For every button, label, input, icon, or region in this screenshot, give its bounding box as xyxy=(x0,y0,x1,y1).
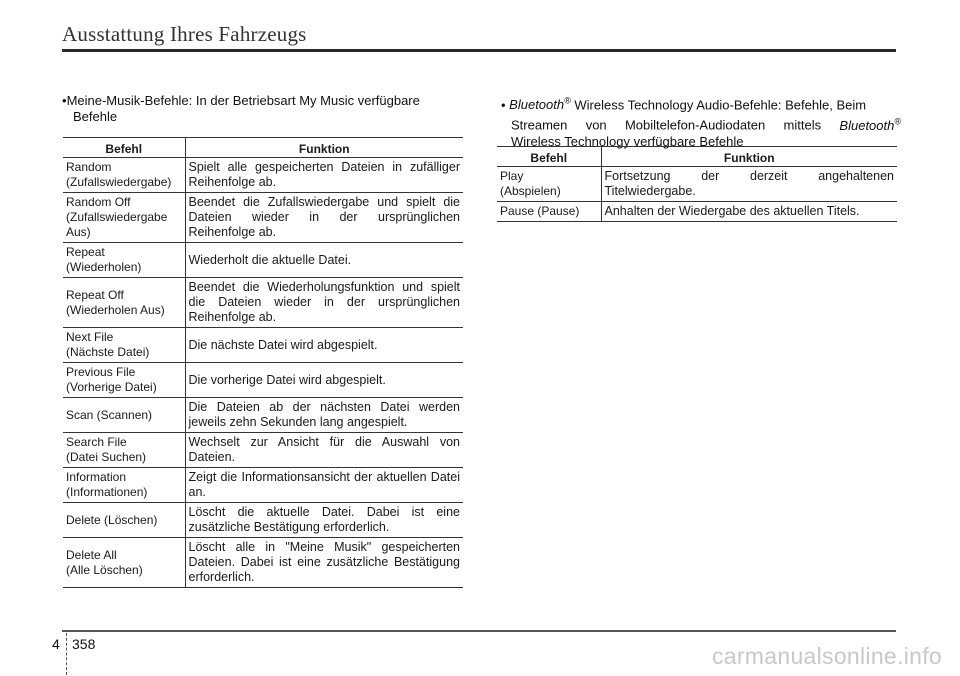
table-header-row xyxy=(497,147,897,167)
table-row xyxy=(63,363,463,398)
function-description: Löscht die aktuelle Datei. Dabei ist eine zusätzliche Bestätigung erforderlich. xyxy=(185,503,463,538)
command-translation: (Alle Löschen) xyxy=(66,562,143,577)
command-translation: (Zufallswiedergabe Aus) xyxy=(66,210,168,239)
function-description: Beendet die Zufallswiedergabe und spielt die Dateien wieder in der ursprünglichen Reihenfolge ab. xyxy=(185,193,463,243)
table-row xyxy=(63,278,463,328)
function-description: Zeigt die Informationsansicht der aktuellen Datei an. xyxy=(185,468,463,503)
right-intro-line1: • Bluetooth® Wireless Technology Audio-Befehle: Befehle, Beim xyxy=(501,96,867,113)
command-cell xyxy=(63,328,185,363)
right-intro-line1-rest: Wireless Technology Audio-Befehle: Befehle, Beim xyxy=(570,97,867,113)
command-translation: (Vorherige Datei) xyxy=(66,380,157,394)
command-cell xyxy=(63,433,185,468)
function-description: Fortsetzung der derzeit angehaltenen Titelwiedergabe. xyxy=(601,167,897,202)
command-cell xyxy=(63,503,185,538)
column-header-command: Befehl xyxy=(63,138,185,158)
command-cell xyxy=(63,398,185,433)
watermark: carmanualsonline.info xyxy=(711,643,942,669)
command-name: Scan (Scannen) xyxy=(66,407,153,422)
table-row xyxy=(497,167,897,202)
function-description: Löscht alle in "Meine Musik" gespeicherten Dateien. Dabei ist eine zusätzliche Bestätigung erforderlich. xyxy=(185,538,463,588)
footer-divider xyxy=(66,633,67,675)
registered-mark: ® xyxy=(564,96,571,106)
table-row xyxy=(63,158,463,193)
command-name: Play xyxy=(500,169,524,183)
table-row xyxy=(63,503,463,538)
table-row xyxy=(63,193,463,243)
command-name: Pause (Pause) xyxy=(500,204,580,218)
command-name: Random xyxy=(66,160,112,174)
command-translation: (Wiederholen) xyxy=(66,260,142,274)
command-name: Delete All xyxy=(66,547,117,562)
command-name: Previous File xyxy=(66,365,136,379)
column-header-command: Befehl xyxy=(497,147,601,167)
function-description: Die vorherige Datei wird abgespielt. xyxy=(185,363,463,398)
function-description: Die nächste Datei wird abgespielt. xyxy=(185,328,463,363)
command-cell xyxy=(63,158,185,193)
function-description: Wiederholt die aktuelle Datei. xyxy=(185,243,463,278)
command-cell xyxy=(497,202,601,222)
command-translation: (Datei Suchen) xyxy=(66,450,147,464)
function-description: Die Dateien ab der nächsten Datei werden jeweils zehn Sekunden lang angespielt. xyxy=(185,398,463,433)
header-rule xyxy=(62,49,896,52)
command-translation: (Abspielen) xyxy=(500,184,561,198)
function-description: Anhalten der Wiedergabe des aktuellen Titels. xyxy=(601,202,897,222)
function-description: Beendet die Wiederholungsfunktion und spielt die Dateien wieder in der ursprünglichen Reihenfolge ab. xyxy=(185,278,463,328)
command-name: Delete (Löschen) xyxy=(66,512,158,527)
command-name: Repeat Off xyxy=(66,287,124,302)
table-row xyxy=(63,468,463,503)
footer-rule xyxy=(62,630,896,632)
right-intro-line3: Wireless Technology verfügbare Befehle xyxy=(511,133,744,149)
command-translation: (Zufallswiedergabe) xyxy=(66,175,172,189)
command-cell xyxy=(63,278,185,328)
command-name: Next File xyxy=(66,330,114,344)
left-intro-line2: Befehle xyxy=(73,109,118,124)
command-cell xyxy=(63,363,185,398)
table-row xyxy=(63,433,463,468)
command-translation: (Wiederholen Aus) xyxy=(66,302,165,317)
page-number: 358 xyxy=(72,636,96,652)
right-intro xyxy=(501,93,901,150)
table-row xyxy=(63,243,463,278)
left-intro-line1: • Meine-Musik-Befehle: In der Betriebsart My Music verfügbare xyxy=(62,93,420,108)
bluetooth-commands-table xyxy=(497,146,897,222)
chapter-number: 4 xyxy=(52,636,60,652)
command-translation: (Informationen) xyxy=(66,485,148,499)
command-cell xyxy=(63,468,185,503)
bluetooth-brand-2: Bluetooth xyxy=(839,117,895,133)
table-row xyxy=(63,538,463,588)
command-translation: (Nächste Datei) xyxy=(66,345,150,359)
column-header-function: Funktion xyxy=(601,147,897,167)
function-description: Wechselt zur Ansicht für die Auswahl von Dateien. xyxy=(185,433,463,468)
table-row xyxy=(63,328,463,363)
right-intro-line2 xyxy=(501,113,901,133)
command-name: Search File xyxy=(66,435,127,449)
registered-mark-2: ® xyxy=(894,116,901,127)
command-cell xyxy=(63,243,185,278)
page-header-title: Ausstattung Ihres Fahrzeugs xyxy=(62,22,307,46)
right-intro-line2-text: Streamen von Mobiltelefon-Audiodaten mittels xyxy=(511,117,840,133)
command-name: Repeat xyxy=(66,245,105,259)
command-cell xyxy=(63,538,185,588)
music-commands-table xyxy=(63,137,463,588)
column-header-function: Funktion xyxy=(185,138,463,158)
command-name: Information xyxy=(66,470,127,484)
command-name: Random Off xyxy=(66,195,131,209)
function-description: Spielt alle gespeicherten Dateien in zufälliger Reihenfolge ab. xyxy=(185,158,463,193)
table-row xyxy=(497,202,897,222)
bluetooth-brand: Bluetooth xyxy=(509,97,565,113)
left-intro xyxy=(62,93,472,125)
command-cell xyxy=(497,167,601,202)
table-header-row xyxy=(63,138,463,158)
table-row xyxy=(63,398,463,433)
command-cell xyxy=(63,193,185,243)
